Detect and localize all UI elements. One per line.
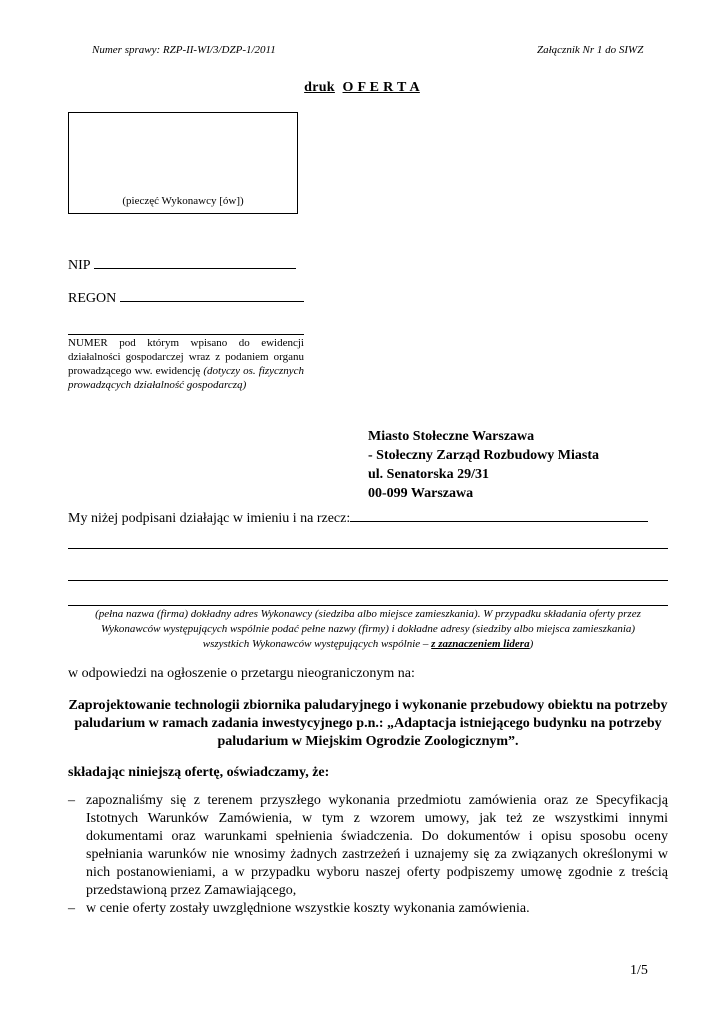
- acting-text: My niżej podpisani działając w imieniu i na rzecz:: [68, 511, 351, 526]
- contractor-line-1[interactable]: [68, 548, 668, 549]
- recipient-line-3: ul. Senatorska 29/31: [368, 467, 489, 482]
- stamp-label: (pieczęć Wykonawcy [ów]): [122, 195, 244, 207]
- contractor-line-3[interactable]: [68, 605, 668, 606]
- tender-subject: Zaprojektowanie technologii zbiornika paludaryjnego i wykonanie przebudowy obiektu na potrzeby paludarium w ramach zadania inwestycyjnego p.n.: „Adaptacja istniejącego budynku na potrzeby paludarium w Miejskim Ogrodzie Zoologicznym”.: [68, 698, 668, 749]
- recipient-line-1: Miasto Stołeczne Warszawa: [368, 429, 535, 444]
- dash-bullet: –: [68, 901, 75, 916]
- contractor-note-text: (pełna nazwa (firma) dokładny adres Wykonawcy (siedziba albo miejsce zamieszkania). W przypadku składania oferty przez Wykonawców występujących wspólnie podać pełne nazwy (firmy) i dokładne adresy (siedziby albo miejsca zamieszkania) wszystkich Wykonawców występujących wspólnie –: [95, 608, 641, 650]
- announcement-text: w odpowiedzi na ogłoszenie o przetargu nieograniczonym na:: [68, 666, 415, 681]
- stamp-box: [68, 112, 298, 214]
- registry-note-italic: (dotyczy os. fizycznych prowadzących działalność gospodarczą): [68, 365, 304, 391]
- declaration-item-text: w cenie oferty zostały uwzględnione wszystkie koszty wykonania zamówienia.: [86, 901, 530, 916]
- dash-bullet: –: [68, 793, 75, 808]
- contractor-note: [80, 607, 656, 652]
- nip-field: [68, 256, 296, 274]
- attachment-label: Załącznik Nr 1 do SIWZ: [537, 44, 644, 56]
- declaration-heading: składając niniejszą ofertę, oświadczamy, że:: [68, 765, 330, 780]
- title-main: O F E R T A: [342, 80, 420, 95]
- document-title: [0, 80, 724, 96]
- regon-input-line[interactable]: [120, 289, 304, 302]
- recipient-address: [368, 427, 599, 503]
- declaration-item: [68, 792, 668, 900]
- regon-field: [68, 289, 304, 307]
- acting-on-behalf: [68, 509, 648, 527]
- nip-label: NIP: [68, 258, 91, 273]
- declaration-item-text: zapoznaliśmy się z terenem przyszłego wykonania przedmiotu zamówienia oraz ze Specyfikacją Istotnych Warunków Zamówienia, w tym z wzorem umowy, jak też ze wszystkimi innymi dokumentami oraz warunkami spełnienia świadczenia. Do dokumentów i opisu sposobu oceny spełniania warunków nie wnosimy żadnych zastrzeżeń i uznajemy się za związanych określonymi w nich postanowieniami, a w przypadku wyboru naszej oferty podpiszemy umowę zgodnie z treścią przedstawioną przez Zamawiającego,: [86, 793, 668, 898]
- title-prefix: druk: [304, 80, 335, 95]
- recipient-line-4: 00-099 Warszawa: [368, 486, 474, 501]
- acting-input-line[interactable]: [350, 509, 648, 522]
- registry-note-text: NUMER pod którym wpisano do ewidencji działalności gospodarczej wraz z podaniem organu prowadzącego ww. ewidencję: [68, 337, 304, 377]
- case-number: Numer sprawy: RZP-II-WI/3/DZP-1/2011: [92, 44, 276, 56]
- regon-label: REGON: [68, 291, 117, 306]
- contractor-line-2[interactable]: [68, 580, 668, 581]
- declaration-item: [68, 900, 668, 918]
- nip-input-line[interactable]: [94, 256, 296, 269]
- registry-number-note: [68, 336, 304, 392]
- contractor-note-close: ): [529, 638, 534, 650]
- contractor-note-emphasis: z zaznaczeniem lidera: [431, 638, 530, 650]
- recipient-line-2: - Stołeczny Zarząd Rozbudowy Miasta: [368, 448, 599, 463]
- registry-number-line[interactable]: [68, 334, 304, 335]
- page-number: 1/5: [630, 963, 648, 978]
